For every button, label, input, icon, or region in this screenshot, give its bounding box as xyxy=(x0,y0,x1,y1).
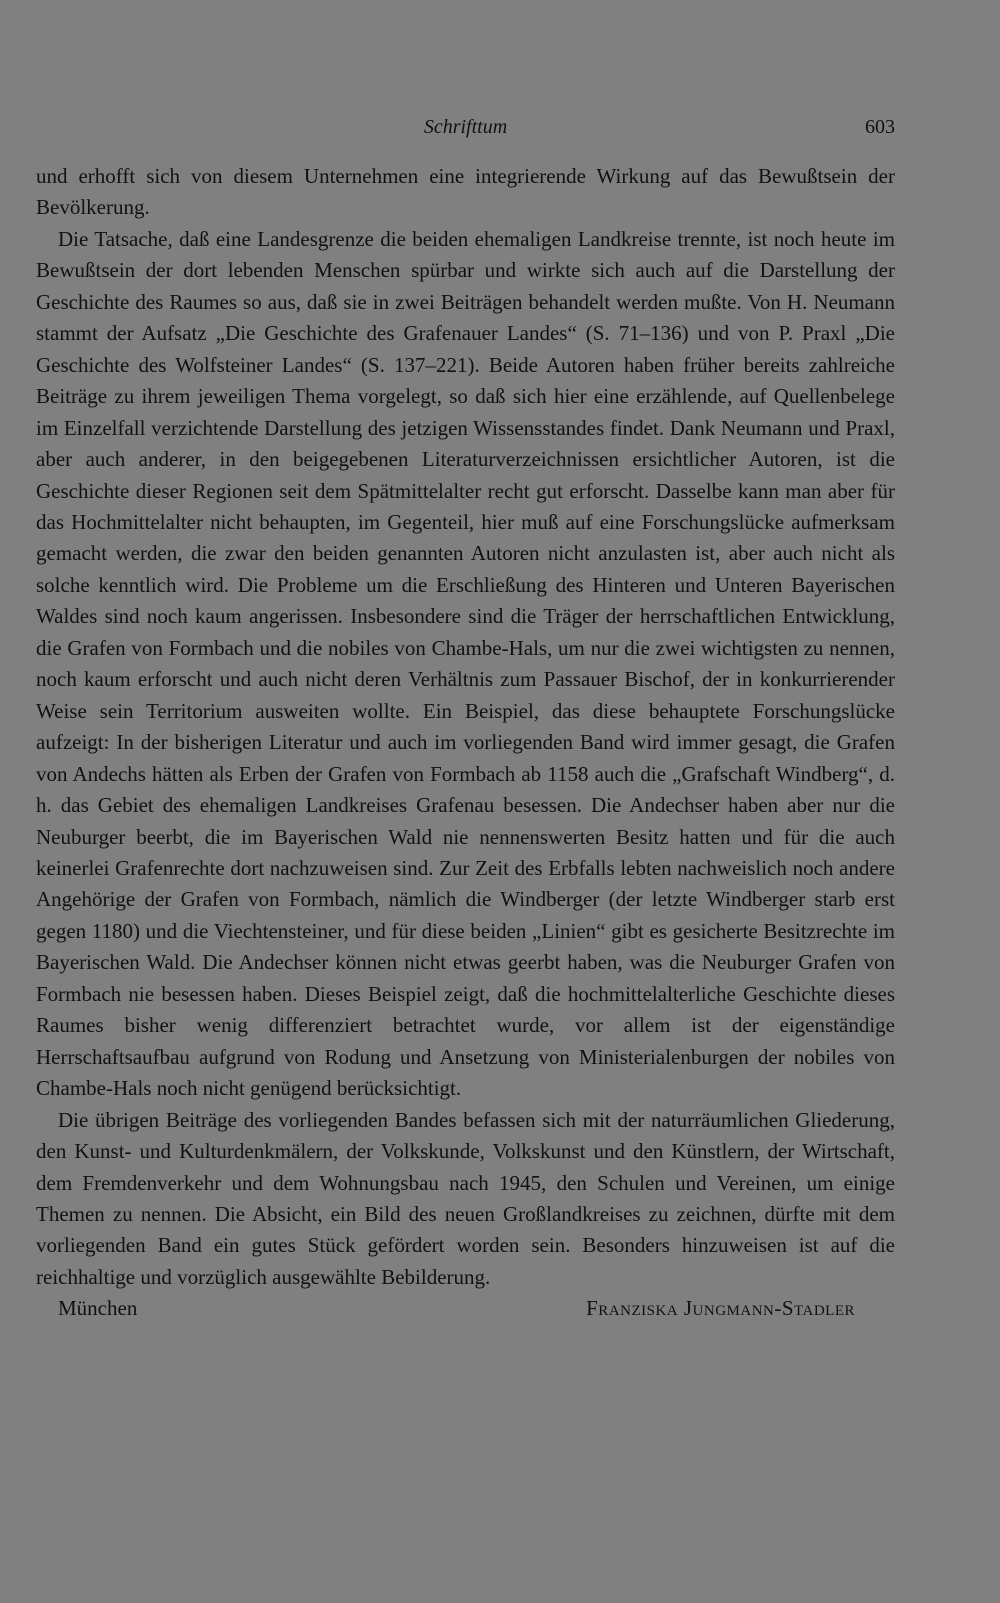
signature-line xyxy=(36,1293,895,1325)
signature-place: München xyxy=(58,1296,138,1321)
running-header xyxy=(36,110,895,142)
paragraph-history: Die Tatsache, daß eine Landesgrenze die beiden ehemaligen Landkreise trennte, ist noch heute im Bewußtsein der dort lebenden Menschen spürbar und wirkte sich auch auf die Darstellung der Geschichte des Raumes so aus, daß sie in zwei Beiträgen behandelt werden mußte. Von H. Neumann stammt der Aufsatz „Die Geschichte des Grafenauer Landes“ (S. 71–136) und von P. Praxl „Die Geschichte des Wolfsteiner Landes“ (S. 137–221). Beide Autoren haben früher bereits zahlreiche Beiträge zu ihrem jeweiligen Thema vorgelegt, so daß sich hier eine erzählende, auf Quellenbelege im Einzelfall verzichtende Darstellung des jetzigen Wissensstandes findet. Dank Neumann und Praxl, aber auch anderer, in den beigegebenen Literaturverzeichnissen ersichtlicher Autoren, ist die Geschichte dieser Regionen seit dem Spätmittelalter recht gut erforscht. Dasselbe kann man aber für das Hochmittelalter nicht behaupten, im Gegenteil, hier muß auf eine Forschungslücke aufmerksam gemacht werden, die zwar den beiden genannten Autoren nicht anzulasten ist, aber auch nicht als solche kenntlich wird. Die Probleme um die Erschließung des Hinteren und Unteren Bayerischen Waldes sind noch kaum angerissen. Insbesondere sind die Träger der herrschaftlichen Entwicklung, die Grafen von Formbach und die nobiles von Chambe-Hals, um nur die zwei wichtigsten zu nennen, noch kaum erforscht und auch nicht deren Verhältnis zum Passauer Bischof, der in konkurrierender Weise sein Territorium ausweiten wollte. Ein Beispiel, das diese behauptete Forschungslücke aufzeigt: In der bisherigen Literatur und auch im vorliegenden Band wird immer gesagt, die Grafen von Andechs hätten als Erben der Grafen von Formbach ab 1158 auch die „Grafschaft Windberg“, d. h. das Gebiet des ehemaligen Landkreises Grafenau besessen. Die Andechser haben aber nur die Neuburger beerbt, die im Bayerischen Wald nie nennenswerten Besitz hatten und für die auch keinerlei Grafenrechte dort nachzuweisen sind. Zur Zeit des Erbfalls lebten nachweislich noch andere Angehörige der Grafen von Formbach, nämlich die Windberger (der letzte Windberger starb erst gegen 1180) und die Viechtensteiner, und für diese beiden „Linien“ gibt es gesicherte Besitzrechte im Bayerischen Wald. Die Andechser können nicht etwas geerbt haben, was die Neuburger Grafen von Formbach nie besessen haben. Dieses Beispiel zeigt, daß die hochmittelalterliche Geschichte dieses Raumes bisher wenig differenziert betrachtet wurde, vor allem ist der eigenständige Herrschaftsaufbau aufgrund von Rodung und Ansetzung von Ministerialenburgen der nobiles von Chambe-Hals noch nicht genügend berücksichtigt. xyxy=(36,226,895,1101)
signature-author: Franziska Jungmann-Stadler xyxy=(586,1296,855,1321)
body-text xyxy=(36,161,895,1293)
paragraph-continued: und erhofft sich von diesem Unternehmen eine integrierende Wirkung auf das Bewußtsein der Bevölkerung. xyxy=(36,164,895,220)
paragraph-other-contributions: Die übrigen Beiträge des vorliegenden Bandes befassen sich mit der naturräumlichen Gliederung, den Kunst- und Kulturdenkmälern, der Volkskunde, Volkskunst und den Künstlern, der Wirtschaft, dem Fremdenverkehr und dem Wohnungsbau nach 1945, den Schulen und Vereinen, um einige Themen zu nennen. Die Absicht, ein Bild des neuen Großlandkreises zu zeichnen, dürfte mit dem vorliegenden Band ein gutes Stück gefördert worden sein. Besonders hinzuweisen ist auf die reichhaltige und vorzüglich ausgewählte Bebilderung. xyxy=(36,1107,895,1289)
section-title: Schrifttum xyxy=(423,116,508,138)
document-page xyxy=(36,110,895,1325)
page-number: 603 xyxy=(865,116,895,138)
